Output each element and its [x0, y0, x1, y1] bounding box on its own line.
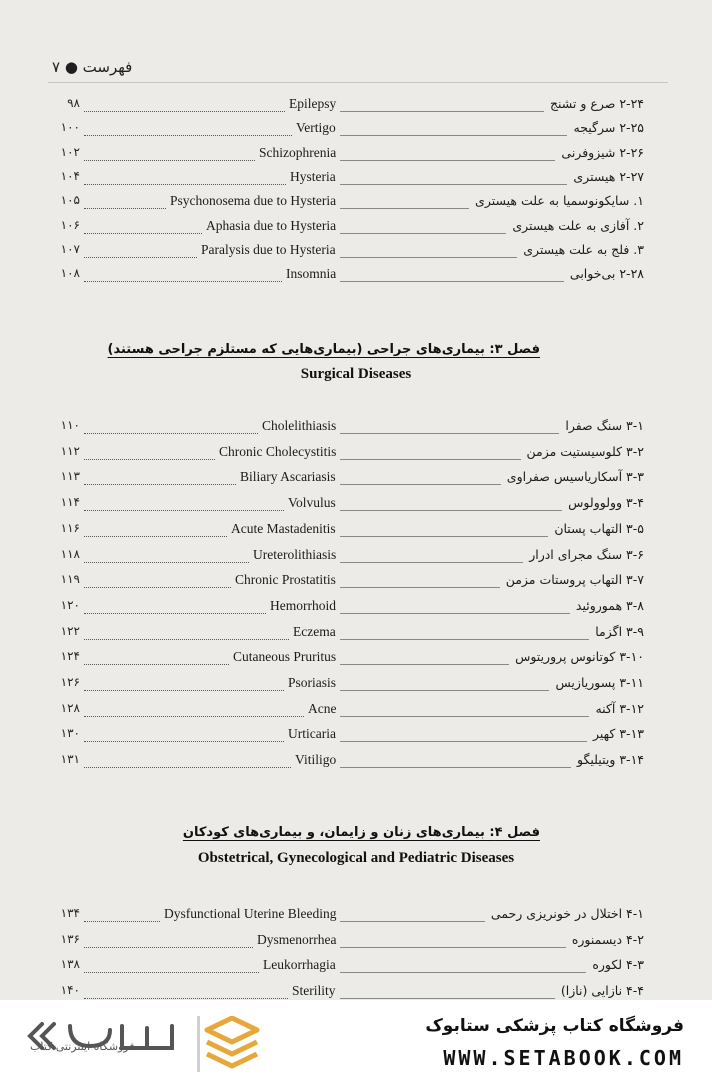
entry-title-en: Aphasia due to Hysteria: [206, 217, 337, 233]
entry-title-fa: ۳-۶ سنگ مجرای ادرار: [529, 546, 644, 562]
entry-title-fa: ۴-۲ دیسمنوره: [571, 931, 644, 947]
leader-line: [340, 741, 587, 742]
page-number: ۱۲۰: [60, 597, 80, 612]
entry-title-en: Hysteria: [290, 168, 336, 184]
toc-entry[interactable]: [44, 624, 644, 644]
entry-title-fa: ۳-۴ وولوولوس: [568, 495, 644, 511]
leader-dots: [84, 257, 197, 258]
leader-dots: [84, 281, 282, 282]
toc-entry[interactable]: [44, 469, 644, 489]
leader-line: [340, 184, 567, 185]
entry-title-fa: ۳-۸ هموروئید: [575, 597, 644, 613]
entry-title-fa: ۳-۱ سنگ صفرا: [565, 418, 644, 433]
leader-dots: [84, 510, 284, 511]
leader-line: [340, 257, 517, 258]
page-number: ۱۰۵: [60, 193, 80, 208]
entry-title-fa: ۳. فلج به علت هیستری: [523, 241, 644, 257]
leader-dots: [84, 208, 166, 209]
leader-line: [340, 433, 559, 434]
entry-title-en: Vertigo: [296, 120, 336, 136]
leader-line: [340, 587, 500, 588]
toc-entry[interactable]: [44, 983, 644, 1000]
toc-entry[interactable]: [44, 521, 644, 541]
toc-entry[interactable]: [44, 96, 644, 116]
leader-dots: [84, 639, 289, 640]
chapter-title-fa: فصل ۳: بیماری‌های جراحی (بیماری‌هایی که مستلزم جراحی هستند): [107, 342, 540, 357]
entry-title-en: Urticaria: [288, 726, 336, 742]
page-number: ۱۱۸: [60, 546, 80, 561]
page-number: ۹۸: [67, 96, 80, 110]
leader-dots: [84, 613, 266, 614]
leader-dots: [84, 587, 231, 588]
entry-title-en: Schizophrenia: [259, 144, 337, 160]
entry-title-en: Cutaneous Pruritus: [233, 649, 337, 665]
leader-dots: [84, 536, 227, 537]
toc-entry[interactable]: [44, 649, 644, 669]
entry-title-en: Chronic Prostatitis: [235, 572, 336, 588]
entry-title-en: Volvulus: [288, 495, 336, 511]
leader-line: [340, 208, 469, 209]
toc-entry[interactable]: [44, 418, 644, 438]
chapter-title-en: Obstetrical, Gynecological and Pediatric Diseases: [197, 850, 515, 866]
entry-title-en: Insomnia: [286, 266, 337, 282]
entry-title-fa: ۳-۱۴ ویتیلیگو: [577, 752, 644, 768]
entry-title-fa: ۳-۳ آسکاریاسیس صفراوی: [506, 469, 644, 485]
toc-entry[interactable]: [44, 701, 644, 721]
toc-entry[interactable]: [44, 169, 644, 189]
page-number: ۱۰۶: [60, 217, 80, 232]
shop-title: فروشگاه کتاب پزشکی ستابوک: [425, 1016, 684, 1036]
toc-entry[interactable]: [44, 932, 644, 952]
entry-title-fa: ۳-۱۳ کهیر: [592, 726, 644, 742]
toc-entry[interactable]: [44, 495, 644, 515]
page-number: ۱۰۲: [60, 144, 80, 159]
entry-title-fa: ۲-۲۸ بی‌خوابی: [569, 266, 644, 282]
leader-line: [340, 947, 566, 948]
leader-dots: [84, 160, 255, 161]
toc-entry[interactable]: [44, 266, 644, 286]
page-number: ۱۲۴: [60, 649, 80, 664]
entry-title-en: Chronic Cholecystitis: [219, 443, 337, 459]
page-number: ۱۰۸: [60, 266, 80, 281]
store-footer: [0, 1000, 712, 1080]
leader-line: [340, 716, 589, 717]
page-number: ۱۲۲: [60, 623, 80, 638]
header-label: فهرست ● ۷: [52, 58, 133, 76]
toc-entry[interactable]: [44, 120, 644, 140]
entry-title-fa: ۲. آفازی به علت هیستری: [512, 217, 644, 233]
toc-entry[interactable]: [44, 218, 644, 238]
page-number: ۱۰۴: [60, 168, 80, 183]
page-number: ۱۰۷: [60, 241, 80, 256]
leader-line: [340, 484, 501, 485]
toc-entry[interactable]: [44, 726, 644, 746]
toc-entry[interactable]: [44, 675, 644, 695]
entry-title-fa: ۴-۱ اختلال در خونریزی رحمی: [490, 906, 644, 921]
leader-line: [340, 510, 562, 511]
leader-dots: [84, 135, 292, 136]
entry-title-en: Sterility: [292, 983, 336, 999]
leader-line: [340, 998, 555, 999]
entry-title-fa: ۳-۵ التهاب پستان: [554, 520, 644, 536]
entry-title-en: Biliary Ascariasis: [240, 469, 336, 485]
leader-line: [340, 767, 571, 768]
leader-line: [340, 536, 548, 537]
entry-title-en: Hemorrhoid: [270, 597, 336, 613]
toc-entry[interactable]: [44, 242, 644, 262]
leader-dots: [84, 664, 229, 665]
leader-line: [340, 111, 544, 112]
toc-entry[interactable]: [44, 752, 644, 772]
toc-entry[interactable]: [44, 598, 644, 618]
entry-title-en: Psoriasis: [288, 675, 337, 690]
page-number: ۱۱۶: [60, 520, 80, 535]
page-number: ۱۱۴: [60, 495, 80, 510]
page-number: ۱۲۸: [60, 700, 80, 715]
page-number: ۱۳۶: [60, 931, 80, 946]
entry-title-fa: ۲-۲۶ شیزوفرنی: [561, 144, 644, 160]
chapter-title-en: Surgical Diseases: [300, 366, 412, 382]
shop-url[interactable]: WWW.SETABOOK.COM: [443, 1046, 684, 1070]
page-number: ۱۳۰: [60, 726, 80, 741]
page-number: ۱۴۰: [60, 983, 80, 998]
entry-title-en: Paralysis due to Hysteria: [201, 241, 336, 257]
chapter-title-fa: فصل ۴: بیماری‌های زنان و زایمان، و بیماری‌های کودکان: [182, 825, 540, 840]
leader-dots: [84, 947, 253, 948]
leader-dots: [84, 562, 249, 563]
entry-title-en: Dysmenorrhea: [257, 931, 337, 947]
entry-title-en: Psychonosema due to Hysteria: [170, 193, 337, 209]
leader-dots: [84, 716, 304, 717]
toc-entry[interactable]: [44, 444, 644, 464]
page-number: ۱۳۴: [60, 906, 80, 920]
leader-dots: [84, 741, 284, 742]
entry-title-fa: ۳-۷ التهاب پروستات مزمن: [505, 572, 644, 588]
entry-title-en: Vitiligo: [295, 752, 337, 768]
page-number: ۱۱۲: [60, 443, 80, 458]
leader-dots: [84, 998, 288, 999]
leader-line: [340, 281, 564, 282]
leader-line: [340, 972, 586, 973]
page-number: ۱۱۰: [60, 418, 80, 432]
leader-line: [340, 690, 549, 691]
leader-dots: [84, 233, 202, 234]
leader-dots: [84, 921, 160, 922]
leader-line: [340, 613, 570, 614]
entry-title-en: Acne: [308, 700, 337, 716]
leader-dots: [84, 972, 259, 973]
leader-dots: [84, 459, 215, 460]
leader-dots: [84, 111, 285, 112]
entry-title-fa: ۳-۹ اگزما: [595, 623, 644, 639]
toc-entry[interactable]: [44, 145, 644, 165]
page-number: ۱۰۰: [60, 120, 80, 135]
logo-tagline: فروشگاه اینترنتی کتاب: [30, 1040, 135, 1053]
entry-title-fa: ۲-۲۴ صرع و تشنج: [549, 96, 644, 111]
entry-title-fa: ۴-۳ لکوره: [592, 957, 644, 973]
toc-entry[interactable]: [44, 547, 644, 567]
leader-line: [340, 639, 589, 640]
toc-entry[interactable]: [44, 957, 644, 977]
entry-title-fa: ۲-۲۷ هیستری: [573, 168, 644, 184]
page-number: ۱۱۳: [60, 469, 80, 484]
page-header: [48, 58, 668, 83]
leader-dots: [84, 690, 284, 691]
entry-title-en: Leukorrhagia: [263, 957, 336, 973]
entry-title-fa: ۳-۲ کلوسیستیت مزمن: [526, 443, 644, 459]
leader-dots: [84, 433, 258, 434]
leader-line: [340, 664, 509, 665]
leader-line: [340, 160, 555, 161]
leader-dots: [84, 184, 286, 185]
entry-title-en: Eczema: [293, 623, 336, 639]
page-number: ۱۳۸: [60, 957, 80, 972]
entry-title-fa: ۲-۲۵ سرگیجه: [573, 120, 644, 136]
leader-line: [340, 921, 485, 922]
entry-title-en: Acute Mastadenitis: [231, 520, 336, 536]
toc-entry[interactable]: [44, 193, 644, 213]
page-number: ۱۲۶: [60, 675, 80, 689]
leader-line: [340, 233, 506, 234]
leader-line: [340, 562, 523, 563]
leader-dots: [84, 767, 291, 768]
entry-title-en: Epilepsy: [289, 96, 337, 111]
page-number: ۱۳۱: [60, 752, 80, 767]
leader-dots: [84, 484, 236, 485]
entry-title-en: Ureterolithiasis: [253, 546, 337, 562]
entry-title-en: Dysfunctional Uterine Bleeding: [164, 906, 337, 921]
toc-entry[interactable]: [44, 906, 644, 926]
leader-line: [340, 135, 567, 136]
entry-title-fa: ۱. سایکونوسمیا به علت هیستری: [475, 193, 644, 209]
toc-entry[interactable]: [44, 572, 644, 592]
entry-title-en: Cholelithiasis: [262, 418, 337, 433]
leader-line: [340, 459, 521, 460]
entry-title-fa: ۳-۱۲ آکنه: [595, 700, 644, 716]
entry-title-fa: ۳-۱۰ کوتانوس پروریتوس: [515, 649, 644, 665]
entry-title-fa: ۴-۴ نازایی (نازا): [560, 983, 644, 999]
page-number: ۱۱۹: [60, 572, 80, 587]
entry-title-fa: ۳-۱۱ پسوریازیس: [555, 675, 644, 690]
